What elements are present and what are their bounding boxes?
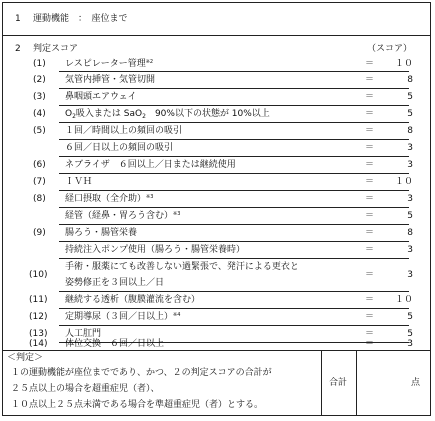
equals-sign: ＝ (365, 75, 375, 85)
equals-sign: ＝ (365, 59, 375, 69)
total-label: 合計 (329, 378, 348, 388)
judgment-line3: １０点以上２５点未満である場合を準超重症児（者）とする。 (11, 400, 264, 410)
equals-sign: ＝ (365, 211, 375, 221)
row-rule (59, 173, 409, 174)
equals-sign: ＝ (365, 228, 375, 238)
item-label: レスピレーター管理$^{※2}$ (65, 59, 154, 69)
judgment-divider (3, 350, 430, 351)
item-score: 8 (407, 126, 413, 136)
equals-sign: ＝ (365, 270, 375, 280)
item-number: (7) (33, 177, 46, 187)
item-number: (11) (29, 295, 48, 305)
item-label: 鼻咽頭エアウェイ (65, 92, 137, 102)
section1-number: 1 (15, 14, 21, 24)
row-rule (59, 190, 409, 191)
item-label-line1: 手術・服薬にても改善しない過緊張で、発汗による更衣と (65, 262, 299, 272)
item-number: (9) (33, 228, 46, 238)
item-score: １０ (394, 295, 413, 305)
item-number: (10) (29, 270, 48, 280)
item-score: １０ (394, 177, 413, 187)
section2-number: 2 (15, 44, 21, 54)
equals-sign: ＝ (365, 143, 375, 153)
row-rule (59, 241, 409, 242)
item-score: １０ (394, 59, 413, 69)
item-label-line2: 姿勢修正を３回以上／日 (65, 278, 165, 288)
equals-sign: ＝ (365, 177, 375, 187)
item-score: 5 (407, 211, 413, 221)
item-label: $O_2$吸入または SaO$_2$ 90%以下の状態が 10%以上 (65, 109, 270, 120)
item-score: 3 (407, 339, 413, 349)
item-number: (4) (33, 109, 46, 119)
item-number: (14) (29, 339, 48, 349)
row-rule (59, 139, 409, 140)
item-score: 3 (407, 245, 413, 255)
item-number: (12) (29, 312, 48, 322)
total-divider-left (321, 350, 322, 415)
item-score: 3 (407, 143, 413, 153)
item-score: 3 (407, 270, 413, 280)
row-rule (59, 258, 409, 259)
item-label: 人工肛門 (65, 329, 102, 339)
item-number: (8) (33, 194, 46, 204)
judgment-title: ＜判定＞ (7, 353, 44, 363)
row-rule (59, 88, 409, 89)
row-rule (59, 71, 409, 72)
motor-function-text: 運動機能 ： 座位まで (33, 14, 128, 24)
equals-sign: ＝ (365, 92, 375, 102)
item-number: (13) (29, 329, 48, 339)
item-score: 5 (407, 312, 413, 322)
item-label: 継続する透析（腹膜灌流を含む） (65, 295, 201, 305)
item-number: (1) (33, 59, 46, 69)
divider (3, 35, 430, 36)
item-score: 8 (407, 228, 413, 238)
item-label: 気管内挿管・気管切開 (65, 75, 156, 85)
row-rule (59, 105, 409, 106)
judgment-line2: ２５点以上の場合を超重症児（者）、 (11, 384, 160, 394)
item-label: ＩＶＨ (65, 177, 93, 187)
score-section-title: 判定スコア (33, 44, 79, 54)
scoring-sheet (2, 2, 431, 416)
item-label: 持続注入ポンプ使用（腸ろう・腸管栄養時） (65, 245, 246, 255)
equals-sign: ＝ (365, 312, 375, 322)
equals-sign: ＝ (365, 329, 375, 339)
row-rule (59, 325, 409, 326)
score-column-header: （スコア） (367, 44, 413, 54)
item-label: 経口摂取（全介助）$^{※3}$ (65, 194, 154, 204)
item-number: (3) (33, 92, 46, 102)
row-rule (59, 291, 409, 292)
item-score: 5 (407, 329, 413, 339)
item-score: 5 (407, 92, 413, 102)
equals-sign: ＝ (365, 160, 375, 170)
equals-sign: ＝ (365, 295, 375, 305)
item-label: 定期導尿（３回／日以上）$^{※4}$ (65, 312, 181, 322)
equals-sign: ＝ (365, 194, 375, 204)
row-rule (59, 308, 409, 309)
item-score: 5 (407, 109, 413, 119)
equals-sign: ＝ (365, 245, 375, 255)
item-number: (6) (33, 160, 46, 170)
item-label: 体位交換 ６回／日以上 (65, 339, 165, 349)
row-rule (59, 207, 409, 208)
equals-sign: ＝ (365, 109, 375, 119)
total-unit: 点 (411, 378, 421, 388)
judgment-line1: １の運動機能が座位までであり、かつ、２の判定スコアの合計が (11, 368, 272, 378)
item-score: 3 (407, 160, 413, 170)
item-number: (5) (33, 126, 46, 136)
equals-sign: ＝ (365, 339, 375, 349)
item-score: 8 (407, 75, 413, 85)
item-label: 経管（経鼻・胃ろう含む）$^{※3}$ (65, 211, 181, 221)
row-rule (59, 122, 409, 123)
item-label: ネブライザ ６回以上／日または継続使用 (65, 160, 236, 170)
item-number: (2) (33, 75, 46, 85)
item-label: ６回／日以上の頻回の吸引 (65, 143, 174, 153)
row-rule (59, 156, 409, 157)
item-label: １回／時間以上の頻回の吸引 (65, 126, 183, 136)
row-rule (59, 224, 409, 225)
item-score: 3 (407, 194, 413, 204)
total-divider-right (356, 350, 357, 415)
item-label: 腸ろう・腸管栄養 (65, 228, 138, 238)
equals-sign: ＝ (365, 126, 375, 136)
